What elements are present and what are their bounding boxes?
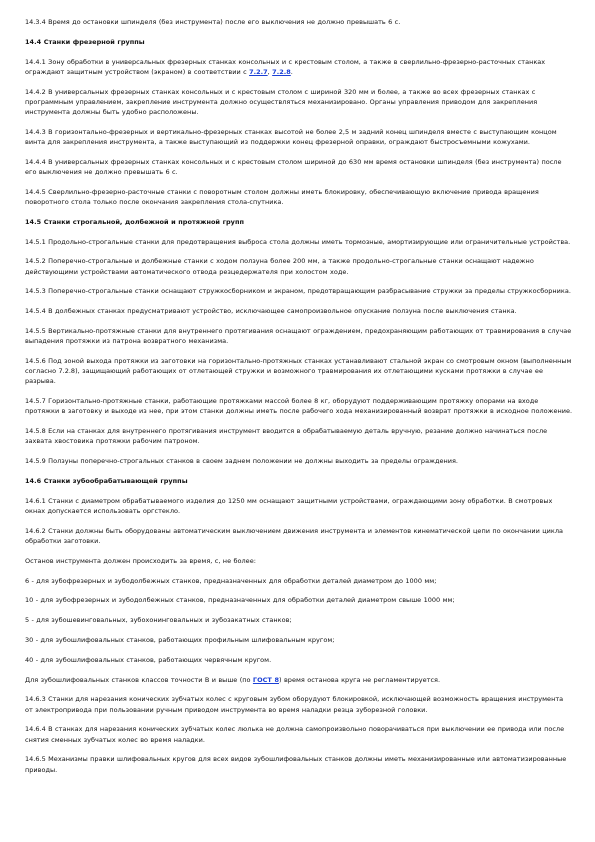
paragraph-text: 14.4.2 В универсальных фрезерных станках консольных и с крестовым столом с шириной 320 мм и более, а также во всех фрезерных станках с программным управлением, закрепление инструмента должно осуществляться механизировано. Органы управления приводом для закрепления инструмента должны быть удобно расположены.	[25, 87, 538, 116]
paragraph	[25, 615, 573, 625]
paragraph-text: 14.6.2 Станки должны быть оборудованы автоматическим выключением движения инструмента и элементов кинематической цепи по окончании цикла обработки заготовки.	[25, 526, 564, 545]
paragraph-text: 40 - для зубошлифовальных станков, работающих червячным кругом.	[25, 655, 272, 664]
paragraph	[25, 675, 573, 685]
paragraph-text-tail: ) время останова круга не регламентируется.	[279, 675, 441, 684]
section-heading	[25, 476, 573, 486]
reference-link[interactable]: 7.2.7	[249, 67, 268, 76]
paragraph	[25, 426, 573, 446]
paragraph	[25, 635, 573, 645]
paragraph	[25, 326, 573, 346]
paragraph	[25, 576, 573, 586]
paragraph-text: 14.6.4 В станках для нарезания конических зубчатых колес люлька не должна самопроизвольно поворачиваться при выключении ее привода или после снятия сменных зубчатых колес во время наладки.	[25, 725, 565, 744]
paragraph	[25, 286, 573, 296]
paragraph-text-tail: .	[290, 67, 293, 76]
reference-link[interactable]: 7.2.8	[272, 67, 291, 76]
paragraph-text: 14.5.7 Горизонтально-протяжные станки, работающие протяжками массой более 8 кг, оборудуют поддерживающим протяжку опорами на входе протяжки в заготовку и выходе из нее, при этом станки должны иметь после рабочего хода механизированный возврат протяжки в исходное положение.	[25, 397, 573, 416]
paragraph	[25, 256, 573, 276]
paragraph	[25, 694, 573, 714]
paragraph-text: 14.4.5 Сверлильно-фрезерно-расточные станки с поворотным столом должны иметь блокировку, обеспечивающую включение привода вращения поворотного стола только после окончания закрепления стола-спутника.	[25, 187, 539, 206]
paragraph-text: 14.6.1 Станки с диаметром обрабатываемого изделия до 1250 мм оснащают защитными устройствами, ограждающими зону обработки. В смотровых окнах допускается использовать оргстекло.	[25, 496, 553, 515]
paragraph-text: Для зубошлифовальных станков классов точности В и выше (по	[25, 675, 253, 684]
paragraph-text: 14.4.4 В универсальных фрезерных станках консольных и с крестовым столом шириной до 630 мм время остановки шпинделя (без инструмента) после его выключения не должно превышать 6 с.	[25, 157, 562, 176]
paragraph-text: 30 - для зубошлифовальных станков, работающих профильным шлифовальным кругом;	[25, 635, 335, 644]
paragraph-text: 14.5.5 Вертикально-протяжные станки для внутреннего протягивания оснащают ограждением, предохраняющим работающих от травмирования в случае выпадения протяжки из патрона возвратного механизма.	[25, 326, 572, 346]
paragraph-text: 14.5.3 Поперечно-строгальные станки оснащают стружкосборником и экраном, предотвращающим разбрасывание стружки за пределы стружкосборника.	[25, 287, 571, 296]
paragraph-text: 14.5.1 Продольно-строгальные станки для предотвращения выброса стола должны иметь тормозные, амортизирующие или ограничительные устройства.	[25, 237, 571, 246]
paragraph-text: 14.6.5 Механизмы правки шлифовальных кругов для всех видов зубошлифовальных станков должны иметь механизированные или автоматизированные приводы.	[25, 755, 567, 774]
paragraph-text: 14.5.6 Под зоной выхода протяжки из заготовки на горизонтально-протяжных станках устанавливают стальной экран со смотровым окном (выполненным согласно 7.2.8), защищающий работающих от отлетающей стружки и возможного травмирования их отлетающими кусками протяжки в случае ее разрыва.	[25, 356, 572, 386]
paragraph-text: 14.3.4 Время до остановки шпинделя (без инструмента) после его выключения не должно превышать 6 с.	[25, 18, 401, 26]
reference-link[interactable]: ГОСТ 8	[252, 675, 279, 684]
paragraph	[25, 724, 573, 744]
paragraph-text: 14.5.9 Ползуны поперечно-строгальных станков в своем заднем положении не должны выходить за пределы ограждения.	[25, 457, 459, 466]
paragraph	[25, 556, 573, 566]
paragraph	[25, 595, 573, 605]
paragraph-text: 14.5 Станки строгальной, долбежной и протяжной групп	[25, 217, 244, 226]
paragraph-text: 6 - для зубофрезерных и зубодолбежных станков, предназначенных для обработки деталей диаметром до 1000 мм;	[25, 576, 437, 585]
paragraph	[25, 306, 573, 316]
paragraph-text: 14.6 Станки зубообрабатывающей группы	[25, 476, 188, 485]
paragraph-text: Останов инструмента должен происходить за время, с, не более:	[25, 556, 256, 565]
paragraph	[25, 127, 573, 147]
paragraph	[25, 655, 573, 665]
paragraph	[25, 237, 573, 247]
paragraph	[25, 17, 573, 27]
paragraph	[25, 157, 573, 177]
paragraph	[25, 396, 573, 416]
paragraph	[25, 187, 573, 207]
paragraph	[25, 356, 573, 387]
paragraph-text: 14.4.1 Зону обработки в универсальных фрезерных станках консольных и с крестовым столом, а также в сверлильно-фрезерно-расточных станках ограждают защитным устройством (экраном) в соответствии с	[25, 57, 546, 76]
paragraph	[25, 87, 573, 118]
paragraph-text: 14.4.3 В горизонтально-фрезерных и вертикально-фрезерных станках высотой не более 2,5 м задний конец шпинделя вместе с выступающим концом винта для закрепления инструмента, а также выступающий из поддержки конец фрезерной оправки, ограждают быстросъемными кожухами.	[25, 127, 557, 146]
paragraph-text: 14.5.8 Если на станках для внутреннего протягивания инструмент вводится в обрабатываемую деталь вручную, резание должно начинаться после захвата хвостовика протяжки рабочим патроном.	[25, 427, 548, 446]
paragraph	[25, 754, 573, 774]
paragraph	[25, 496, 573, 516]
paragraph-text: 5 - для зубошевинговальных, зубохонинговальных и зубозакатных станков;	[25, 616, 292, 625]
section-heading	[25, 37, 573, 47]
paragraph	[25, 456, 573, 466]
paragraph-text: 10 - для зубофрезерных и зубодолбежных станков, предназначенных для обработки деталей диаметром свыше 1000 мм;	[25, 596, 455, 605]
paragraph-text: 14.6.3 Станки для нарезания конических зубчатых колес с круговым зубом оборудуют блокировкой, исключающей возможность вращения инструмента от электропривода при пользовании ручным приводом инструмента во время наладки резца зуборезной головки.	[25, 695, 564, 714]
paragraph-text: 14.5.4 В долбежных станках предусматривают устройство, исключающее самопроизвольное опускание ползуна после выключения станка.	[25, 307, 517, 316]
paragraph-text: 14.4 Станки фрезерной группы	[25, 37, 145, 46]
section-heading	[25, 217, 573, 227]
document-body	[25, 17, 573, 784]
paragraph: 14.4.1 Зону обработки в универсальных фрезерных станках консольных и с крестовым столом, а также в сверлильно-фрезерно-расточных станках ограждают защитным устройством (экраном) в соответствии с 7.2.7, 7.2.8.	[25, 57, 546, 76]
paragraph	[25, 526, 573, 546]
paragraph-text: 14.5.2 Поперечно-строгальные и долбежные станки с ходом ползуна более 200 мм, а также продольно-строгальные станки оснащают надежно действующими устройствами автоматического отвода резцедержателя при холостом ходе.	[25, 257, 534, 276]
